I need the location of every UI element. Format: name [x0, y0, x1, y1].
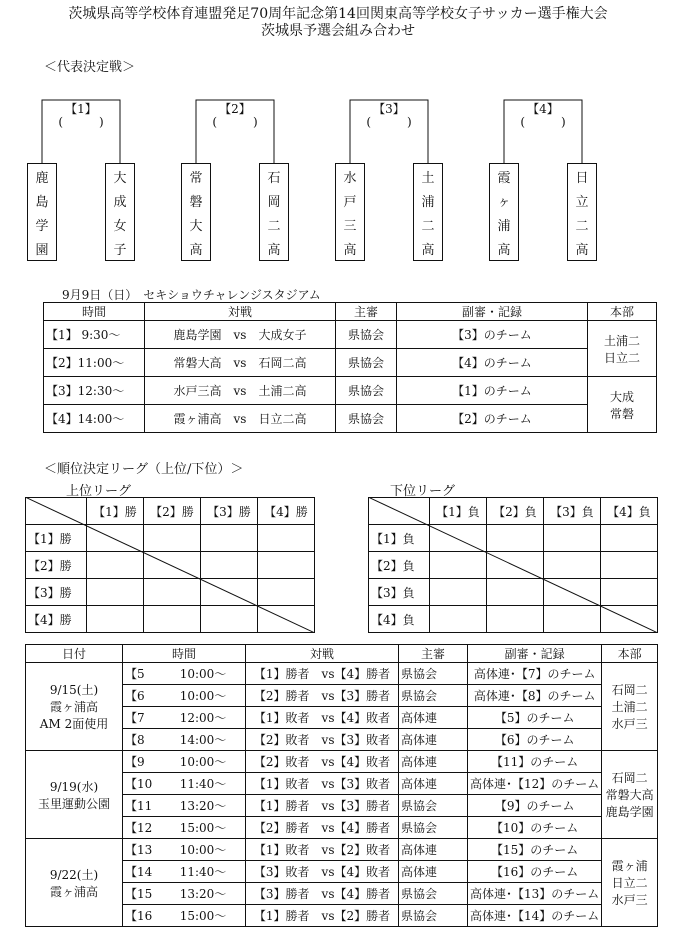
schedule2-hq-cell: 石岡二 常磐大高 鹿島学園	[602, 751, 658, 839]
schedule2-ref: 高体連	[399, 773, 468, 795]
schedule2-ref: 高体連	[399, 707, 468, 729]
upper-league-col: 【4】勝	[258, 498, 315, 525]
schedule2-assist: 【10】のチーム	[468, 817, 602, 839]
table-row	[44, 349, 657, 377]
schedule2-assist: 高体連･【12】のチーム	[468, 773, 602, 795]
schedule2-no: 【6	[123, 685, 162, 707]
schedule2-ref: 高体連	[399, 729, 468, 751]
schedule2-match: 【2】勝者 vs【3】勝者	[246, 685, 399, 707]
team-box-taisei: 大 成 女 子	[105, 163, 135, 261]
table-row	[26, 663, 658, 685]
schedule2-date-cell: 9/22(土) 霞ヶ浦高	[26, 839, 123, 927]
schedule2-no: 【8	[123, 729, 162, 751]
bracket-match-label-4: 【4】	[527, 102, 559, 116]
bracket-match-label-1: 【1】	[65, 102, 97, 116]
schedule2-assist: 【9】のチーム	[468, 795, 602, 817]
table-row	[26, 751, 658, 773]
bracket-score-1: ( )	[58, 115, 104, 129]
league-heading: ＜順位決定リーグ（上位/下位）＞	[44, 462, 244, 477]
schedule2-time: 11:40～	[161, 773, 246, 795]
lower-league-col: 【4】負	[601, 498, 658, 525]
lower-league-row-label: 【2】負	[369, 552, 430, 579]
team-box-ishioka: 石 岡 二 高	[259, 163, 289, 261]
bracket-match-label-3: 【3】	[373, 102, 405, 116]
schedule2-assist: 【16】のチーム	[468, 861, 602, 883]
bracket-match-label-2: 【2】	[219, 102, 251, 116]
upper-league-col: 【3】勝	[201, 498, 258, 525]
schedule2-ref: 高体連	[399, 751, 468, 773]
upper-league-row-label: 【2】勝	[26, 552, 87, 579]
schedule2-header-row	[26, 645, 658, 663]
schedule2-assist: 高体連･【8】のチーム	[468, 685, 602, 707]
schedule1-header-hq: 本部	[588, 303, 657, 321]
schedule2-time: 12:00～	[161, 707, 246, 729]
schedule2-ref: 県協会	[399, 795, 468, 817]
schedule1-match: 常磐大高 vs 石岡二高	[145, 349, 336, 377]
upper-league-table	[25, 497, 315, 633]
schedule1-match: 霞ヶ浦高 vs 日立二高	[145, 405, 336, 433]
schedule2-no: 【10	[123, 773, 162, 795]
table-row	[44, 377, 657, 405]
lower-league-col: 【1】負	[430, 498, 487, 525]
schedule2-hq-cell: 石岡二 土浦二 水戸三	[602, 663, 658, 751]
schedule2-assist: 【15】のチーム	[468, 839, 602, 861]
bracket-score-3: ( )	[366, 115, 412, 129]
schedule2-time: 10:00～	[161, 751, 246, 773]
schedule2-ref: 高体連	[399, 861, 468, 883]
bracket-score-4: ( )	[520, 115, 566, 129]
schedule1-ref: 県協会	[336, 377, 397, 405]
schedule2-match: 【1】敗者 vs【3】敗者	[246, 773, 399, 795]
schedule2-assist: 【11】のチーム	[468, 751, 602, 773]
lower-league-row-label: 【3】負	[369, 579, 430, 606]
schedule2-ref: 県協会	[399, 883, 468, 905]
lower-league-corner	[369, 498, 430, 525]
team-box-mito: 水 戸 三 高	[335, 163, 365, 261]
schedule1-table	[43, 302, 657, 433]
schedule2-no: 【11	[123, 795, 162, 817]
schedule2-assist: 高体連･【14】のチーム	[468, 905, 602, 927]
schedule1-hq-a: 土浦二 日立二	[588, 321, 657, 377]
team-box-hitachi: 日 立 二 高	[567, 163, 597, 261]
schedule2-time: 10:00～	[161, 663, 246, 685]
schedule1-assist: 【4】のチーム	[397, 349, 588, 377]
upper-league-row-label: 【3】勝	[26, 579, 87, 606]
schedule2-header-assist: 副審・記録	[468, 645, 602, 663]
schedule2-header-date: 日付	[26, 645, 123, 663]
schedule2-time: 14:00～	[161, 729, 246, 751]
schedule2-ref: 県協会	[399, 663, 468, 685]
schedule2-header-ref: 主審	[399, 645, 468, 663]
schedule1-assist: 【1】のチーム	[397, 377, 588, 405]
schedule1-hq-b: 大成 常磐	[588, 377, 657, 433]
schedule2-match: 【3】勝者 vs【4】勝者	[246, 883, 399, 905]
lower-league-col: 【2】負	[487, 498, 544, 525]
upper-league-row-label: 【1】勝	[26, 525, 87, 552]
bracket-score-2: ( )	[212, 115, 258, 129]
schedule2-header-match: 対戦	[246, 645, 399, 663]
schedule2-no: 【13	[123, 839, 162, 861]
schedule2-ref: 県協会	[399, 905, 468, 927]
schedule1-time: 【2】11:00～	[44, 349, 145, 377]
lower-league-row-label: 【4】負	[369, 606, 430, 633]
schedule2-date-cell: 9/15(土) 霞ヶ浦高 AM 2面使用	[26, 663, 123, 751]
schedule2-match: 【2】敗者 vs【4】敗者	[246, 751, 399, 773]
schedule2-time: 15:00～	[161, 817, 246, 839]
schedule2-match: 【1】勝者 vs【4】勝者	[246, 663, 399, 685]
schedule2-assist: 高体連･【13】のチーム	[468, 883, 602, 905]
schedule2-match: 【1】勝者 vs【3】勝者	[246, 795, 399, 817]
schedule2-match: 【3】敗者 vs【4】敗者	[246, 861, 399, 883]
schedule2-ref: 県協会	[399, 817, 468, 839]
schedule2-table	[25, 644, 658, 927]
schedule1-ref: 県協会	[336, 349, 397, 377]
schedule2-time: 13:20～	[161, 883, 246, 905]
schedule2-date-cell: 9/19(水) 玉里運動公園	[26, 751, 123, 839]
schedule1-match: 水戸三高 vs 土浦二高	[145, 377, 336, 405]
team-box-tsuchiura: 土 浦 二 高	[413, 163, 443, 261]
schedule2-header-time: 時間	[123, 645, 246, 663]
schedule1-ref: 県協会	[336, 405, 397, 433]
team-box-tokiwa: 常 磐 大 高	[181, 163, 211, 261]
schedule2-match: 【1】敗者 vs【2】敗者	[246, 839, 399, 861]
table-row	[26, 839, 658, 861]
schedule2-time: 10:00～	[161, 685, 246, 707]
schedule2-match: 【2】勝者 vs【4】勝者	[246, 817, 399, 839]
schedule2-no: 【15	[123, 883, 162, 905]
table-row	[44, 405, 657, 433]
schedule2-time: 10:00～	[161, 839, 246, 861]
schedule2-hq-cell: 霞ヶ浦 日立二 水戸三	[602, 839, 658, 927]
schedule2-assist: 高体連･【7】のチーム	[468, 663, 602, 685]
schedule2-no: 【12	[123, 817, 162, 839]
lower-league-title: 下位リーグ	[390, 484, 456, 499]
schedule2-no: 【9	[123, 751, 162, 773]
schedule2-no: 【5	[123, 663, 162, 685]
lower-league-col: 【3】負	[544, 498, 601, 525]
schedule2-header-hq: 本部	[602, 645, 658, 663]
schedule1-match: 鹿島学園 vs 大成女子	[145, 321, 336, 349]
schedule1-ref: 県協会	[336, 321, 397, 349]
schedule2-match: 【2】敗者 vs【3】敗者	[246, 729, 399, 751]
schedule1-caption: 9月9日（日） セキショウチャレンジスタジアム	[62, 288, 321, 302]
upper-league-row-label: 【4】勝	[26, 606, 87, 633]
schedule1-time: 【3】12:30～	[44, 377, 145, 405]
team-box-kashima: 鹿 島 学 園	[27, 163, 57, 261]
upper-league-col: 【1】勝	[87, 498, 144, 525]
schedule2-time: 11:40～	[161, 861, 246, 883]
schedule2-match: 【1】敗者 vs【4】敗者	[246, 707, 399, 729]
schedule2-time: 15:00～	[161, 905, 246, 927]
schedule1-time: 【1】 9:30～	[44, 321, 145, 349]
lower-league-table	[368, 497, 658, 633]
schedule2-ref: 高体連	[399, 839, 468, 861]
schedule1-time: 【4】14:00～	[44, 405, 145, 433]
schedule2-no: 【7	[123, 707, 162, 729]
lower-league-row-label: 【1】負	[369, 525, 430, 552]
schedule2-no: 【14	[123, 861, 162, 883]
schedule1-assist: 【2】のチーム	[397, 405, 588, 433]
team-box-kasumigaura: 霞 ヶ 浦 高	[489, 163, 519, 261]
document-title-line1: 茨城県高等学校体育連盟発足70周年記念第14回関東高等学校女子サッカー選手権大会	[68, 6, 608, 22]
schedule2-time: 13:20～	[161, 795, 246, 817]
schedule1-header-match: 対戦	[145, 303, 336, 321]
schedule1-header-assist: 副審・記録	[397, 303, 588, 321]
schedule2-match: 【1】勝者 vs【2】勝者	[246, 905, 399, 927]
schedule1-header-ref: 主審	[336, 303, 397, 321]
upper-league-corner	[26, 498, 87, 525]
upper-league-title: 上位リーグ	[66, 484, 132, 499]
table-row	[44, 321, 657, 349]
schedule1-assist: 【3】のチーム	[397, 321, 588, 349]
schedule2-assist: 【6】のチーム	[468, 729, 602, 751]
schedule2-assist: 【5】のチーム	[468, 707, 602, 729]
schedule1-header-time: 時間	[44, 303, 145, 321]
upper-league-col: 【2】勝	[144, 498, 201, 525]
bracket-heading: ＜代表決定戦＞	[44, 60, 136, 75]
schedule1-header-row	[44, 303, 657, 321]
schedule2-no: 【16	[123, 905, 162, 927]
document-title-line2: 茨城県予選会組み合わせ	[261, 23, 415, 39]
schedule2-ref: 県協会	[399, 685, 468, 707]
